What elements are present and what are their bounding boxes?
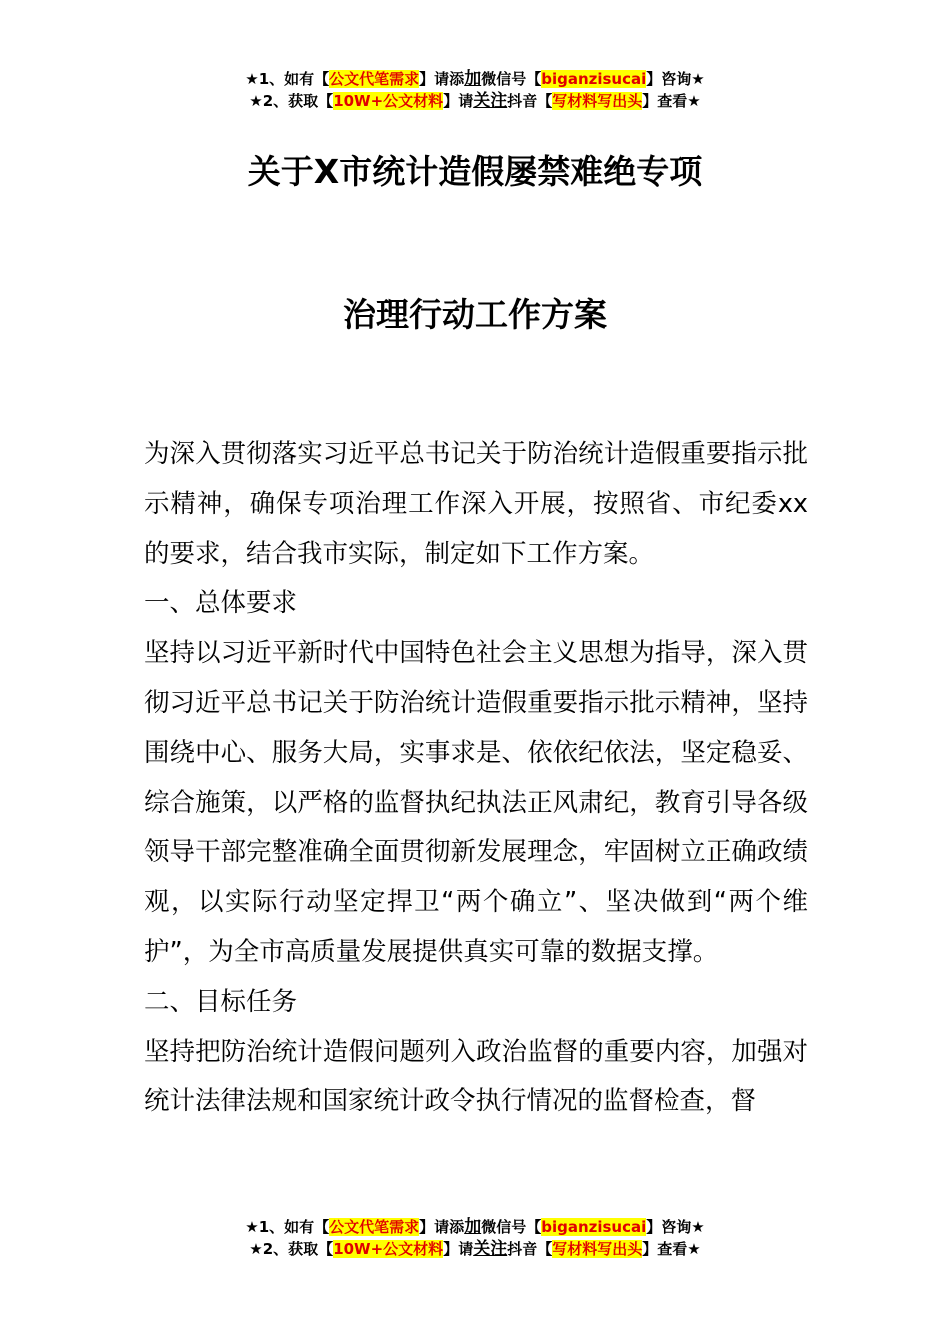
promo-line-1: ★1、如有【公文代笔需求】请添加微信号【biganzisucai】咨询★ <box>245 69 705 89</box>
promo-line-1: ★1、如有【公文代笔需求】请添加微信号【biganzisucai】咨询★ <box>245 1217 705 1237</box>
document-title-line-1: 关于X市统计造假屡禁难绝专项 <box>247 152 703 191</box>
promo-wechat-id: biganzisucai <box>541 1218 647 1236</box>
promo-douyin-id: 写材料写出头 <box>552 1240 643 1258</box>
promo-underline: 关注 <box>473 1239 508 1259</box>
promo-underline: 加 <box>464 69 482 89</box>
body-paragraph: 坚持把防治统计造假问题列入政治监督的重要内容，加强对统计法律法规和国家统计政令执行情况的监督检查，督 <box>144 1036 808 1117</box>
section-heading: 二、目标任务 <box>144 986 298 1017</box>
promo-underline: 加 <box>464 1217 482 1237</box>
header-promo-banner <box>0 68 950 112</box>
promo-douyin-id: 写材料写出头 <box>552 92 643 110</box>
intro-paragraph: 为深入贯彻落实习近平总书记关于防治统计造假重要指示批示精神，确保专项治理工作深入开展，按照省、市纪委xx的要求，结合我市实际，制定如下工作方案。 <box>144 439 808 569</box>
promo-highlight: 10W+公文材料 <box>333 1240 444 1258</box>
document-body <box>144 430 808 1127</box>
body-paragraph: 坚持以习近平新时代中国特色社会主义思想为指导，深入贯彻习近平总书记关于防治统计造假重要指示批示精神，坚持围绕中心、服务大局，实事求是、依依纪依法，坚定稳妥、综合施策，以严格的监督执纪执法正风肃纪，教育引导各级领导干部完整准确全面贯彻新发展理念，牢固树立正确政绩观，以实际行动坚定捍卫“两个确立”、坚决做到“两个维护”，为全市高质量发展提供真实可靠的数据支撑。 <box>144 638 808 967</box>
promo-highlight: 10W+公文材料 <box>333 92 444 110</box>
promo-highlight: 公文代笔需求 <box>329 70 420 88</box>
promo-wechat-id: biganzisucai <box>541 70 647 88</box>
section-heading: 一、总体要求 <box>144 588 298 619</box>
promo-highlight: 公文代笔需求 <box>329 1218 420 1236</box>
document-title-line-2: 治理行动工作方案 <box>343 295 607 334</box>
promo-underline: 关注 <box>473 91 508 111</box>
promo-line-2: ★2、获取【10W+公文材料】请关注抖音【写材料写出头】查看★ <box>249 1239 701 1259</box>
footer-promo-banner <box>0 1216 950 1260</box>
promo-line-2: ★2、获取【10W+公文材料】请关注抖音【写材料写出头】查看★ <box>249 91 701 111</box>
